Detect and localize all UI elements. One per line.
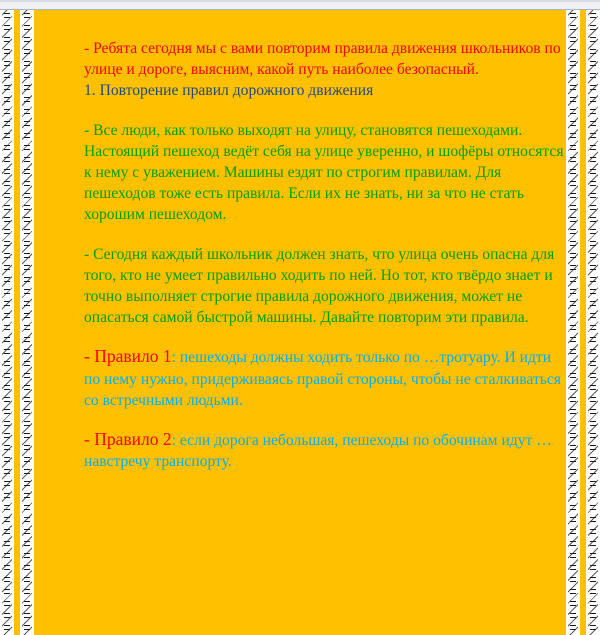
section-heading [84,80,564,101]
ornamental-border-icon [586,10,600,635]
ornamental-border-icon [0,10,14,635]
paragraph-pedestrians: - Все люди, как только выходят на улицу, становятся пешеходами. Настоящий пешеход ведёт себя на улице уверенно, и шофёры относятся к нему с уважением. Машины ездят по строгим правилам. Для пешеходов тоже есть правила. Если их не знать, ни за что не стать хорошим пешеходом. [84,121,564,224]
section-number: 1. [84,82,96,100]
intro-paragraph: - Ребята сегодня мы с вами повторим правила движения школьников по улице и дороге, выясним, какой путь наиболее безопасный. [84,40,561,79]
rule-2-label: - Правило 2 [84,429,172,450]
rule-2 [84,429,564,472]
ornamental-border-icon [566,10,580,635]
spacer [84,328,564,346]
ornamental-border-icon [20,10,34,635]
rule-1-label: - Правило 1 [84,346,172,367]
text-content [84,38,564,472]
paragraph-street-danger: - Сегодня каждый школьник должен знать, что улица очень опасна для того, кто не умеет правильно ходить по ней. Но тот, кто твёрдо знает и точно выполняет строгие правила дорожного движения, может не опасаться самой быстрой машины. Давайте повторим эти правила. [84,245,555,327]
rule-1 [84,346,564,411]
rule-1-text: : пешеходы должны ходить только по …тротуару. И идти по нему нужно, придерживаясь правой стороны, чтобы не сталкиваться со встречными людьми. [84,349,561,409]
top-edge-line [0,0,600,2]
rule-2-text: : если дорога небольшая, пешеходы по обочинам идут …навстречу транспорту. [84,432,552,471]
spacer [84,226,564,244]
section-title: Повторение правил дорожного движения [95,82,374,100]
window-top-edge [0,0,600,10]
spacer [84,102,564,120]
spacer [84,411,564,429]
